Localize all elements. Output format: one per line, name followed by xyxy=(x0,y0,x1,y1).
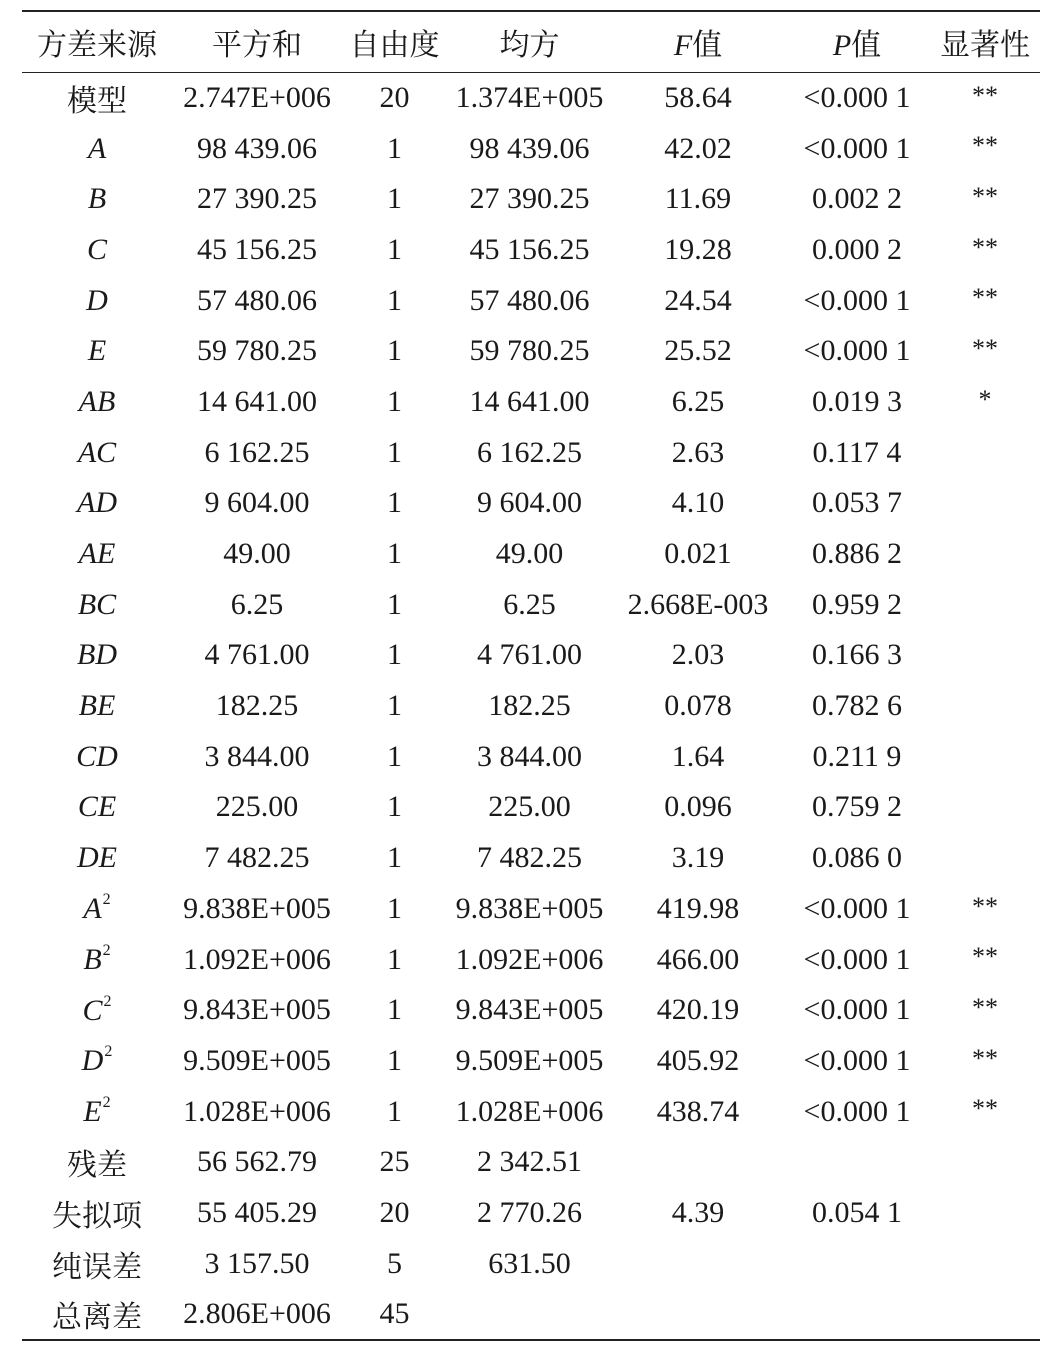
cell-sum-of-squares: 2.806E+006 xyxy=(183,1296,331,1330)
table-row xyxy=(22,579,1040,630)
cell-degrees-of-freedom: 1 xyxy=(387,790,402,824)
cell-significance: ** xyxy=(972,81,998,110)
cell-source xyxy=(22,934,172,985)
cell-sum-of-squares: 225.00 xyxy=(215,790,299,824)
cell-source xyxy=(22,782,172,833)
cell-p-value: <0.000 1 xyxy=(803,891,911,925)
cell-p-value: 0.959 2 xyxy=(812,587,902,621)
table-row xyxy=(22,529,1040,580)
cell-sum-of-squares: 7 482.25 xyxy=(204,841,310,875)
cell-sum-of-squares: 57 480.06 xyxy=(197,283,317,317)
cell-source xyxy=(22,123,172,174)
cell-degrees-of-freedom: 1 xyxy=(387,942,402,976)
table-row xyxy=(22,1238,1040,1289)
cell-significance xyxy=(930,630,1040,681)
cell-sum-of-squares: 55 405.29 xyxy=(197,1195,317,1229)
header-f-letter: F xyxy=(673,29,693,62)
source-label: 纯误差 xyxy=(52,1250,142,1284)
source-exponent: 2 xyxy=(103,992,112,1010)
cell-sum-of-squares: 6.25 xyxy=(230,587,284,621)
table-row xyxy=(22,630,1040,681)
source-label: AD xyxy=(77,486,117,520)
source-label: BD xyxy=(77,638,117,672)
cell-f-value: 4.10 xyxy=(671,486,725,520)
cell-f-value: 0.078 xyxy=(664,689,732,723)
source-label: C xyxy=(82,993,103,1027)
cell-degrees-of-freedom: 1 xyxy=(387,435,402,469)
cell-sum-of-squares: 9.509E+005 xyxy=(183,1043,331,1077)
table-row xyxy=(22,1086,1040,1137)
cell-p-value: 0.019 3 xyxy=(812,384,902,418)
source-exponent: 2 xyxy=(102,891,111,909)
cell-sum-of-squares: 45 156.25 xyxy=(197,232,317,266)
source-exponent: 2 xyxy=(104,1043,113,1061)
cell-significance xyxy=(930,1137,1040,1188)
cell-significance xyxy=(930,1188,1040,1239)
cell-source xyxy=(22,1137,172,1188)
header-sum-of-squares: 平方和 xyxy=(212,29,302,62)
cell-mean-square: 1.092E+006 xyxy=(455,942,604,976)
cell-source xyxy=(22,630,172,681)
cell-mean-square: 6.25 xyxy=(503,587,556,621)
source-label: E xyxy=(83,1095,102,1129)
cell-p-value: 0.166 3 xyxy=(812,638,902,672)
cell-sum-of-squares: 6 162.25 xyxy=(204,435,310,469)
cell-degrees-of-freedom: 1 xyxy=(387,739,402,773)
cell-degrees-of-freedom: 1 xyxy=(387,486,402,520)
cell-significance xyxy=(930,579,1040,630)
source-label: 残差 xyxy=(67,1149,127,1183)
cell-f-value xyxy=(612,1238,784,1289)
source-label: AE xyxy=(78,537,116,571)
cell-significance xyxy=(930,1238,1040,1289)
cell-significance: ** xyxy=(972,1094,998,1124)
cell-degrees-of-freedom: 1 xyxy=(387,993,402,1027)
cell-p-value xyxy=(784,1137,930,1188)
source-label: BE xyxy=(78,689,116,723)
cell-f-value: 419.98 xyxy=(656,891,740,925)
cell-sum-of-squares: 3 844.00 xyxy=(204,739,310,773)
cell-mean-square: 49.00 xyxy=(495,537,564,571)
cell-degrees-of-freedom: 1 xyxy=(387,131,402,165)
cell-mean-square: 4 761.00 xyxy=(477,638,582,672)
cell-degrees-of-freedom: 1 xyxy=(387,638,402,672)
cell-sum-of-squares: 2.747E+006 xyxy=(183,81,331,115)
cell-f-value: 42.02 xyxy=(664,131,732,165)
table-row xyxy=(22,377,1040,428)
cell-source xyxy=(22,174,172,225)
table-row xyxy=(22,326,1040,377)
table-header xyxy=(22,11,1040,73)
cell-source xyxy=(22,377,172,428)
cell-source xyxy=(22,73,172,124)
header-p-letter: P xyxy=(832,29,852,62)
cell-degrees-of-freedom: 20 xyxy=(379,81,410,115)
cell-degrees-of-freedom: 1 xyxy=(387,334,402,368)
table-row xyxy=(22,123,1040,174)
cell-degrees-of-freedom: 1 xyxy=(387,689,402,723)
cell-p-value: 0.886 2 xyxy=(812,537,902,571)
cell-mean-square: 9 604.00 xyxy=(477,486,582,520)
source-label: AC xyxy=(77,435,117,469)
cell-degrees-of-freedom: 20 xyxy=(379,1195,410,1229)
table-row xyxy=(22,934,1040,985)
cell-p-value: 0.053 7 xyxy=(812,486,902,520)
cell-significance xyxy=(930,731,1040,782)
header-significance: 显著性 xyxy=(940,29,1030,62)
cell-mean-square: 2 342.51 xyxy=(477,1145,582,1179)
cell-source xyxy=(22,985,172,1036)
header-f-suffix: 值 xyxy=(692,29,723,62)
source-label: D xyxy=(86,283,108,317)
cell-significance: ** xyxy=(972,1043,998,1073)
table-row xyxy=(22,985,1040,1036)
cell-mean-square: 14 641.00 xyxy=(469,384,590,418)
cell-sum-of-squares: 9.843E+005 xyxy=(183,993,331,1027)
cell-degrees-of-freedom: 25 xyxy=(379,1145,410,1179)
cell-f-value: 58.64 xyxy=(664,81,732,115)
cell-f-value: 6.25 xyxy=(671,384,725,418)
cell-significance: ** xyxy=(972,283,998,313)
cell-sum-of-squares: 59 780.25 xyxy=(197,334,317,368)
source-label: CD xyxy=(76,739,118,773)
cell-sum-of-squares: 9.838E+005 xyxy=(183,891,331,925)
cell-p-value: <0.000 1 xyxy=(803,283,911,317)
cell-significance xyxy=(930,478,1040,529)
table-row xyxy=(22,478,1040,529)
cell-degrees-of-freedom: 1 xyxy=(387,384,402,418)
header-source: 方差来源 xyxy=(37,29,157,62)
table-row xyxy=(22,1137,1040,1188)
table-row xyxy=(22,782,1040,833)
table-row xyxy=(22,1188,1040,1239)
cell-f-value: 25.52 xyxy=(664,334,732,368)
cell-p-value xyxy=(784,1238,930,1289)
cell-p-value: 0.759 2 xyxy=(812,790,902,824)
cell-f-value: 19.28 xyxy=(664,232,732,266)
cell-source xyxy=(22,427,172,478)
cell-source xyxy=(22,1188,172,1239)
cell-sum-of-squares: 182.25 xyxy=(215,689,299,723)
cell-significance: ** xyxy=(972,942,998,972)
cell-mean-square: 9.509E+005 xyxy=(455,1043,604,1077)
cell-mean-square: 57 480.06 xyxy=(469,283,590,317)
cell-significance xyxy=(930,427,1040,478)
source-exponent: 2 xyxy=(102,942,111,960)
source-exponent: 2 xyxy=(102,1094,111,1112)
cell-degrees-of-freedom: 1 xyxy=(387,841,402,875)
cell-f-value xyxy=(612,1137,784,1188)
cell-f-value xyxy=(612,1289,784,1340)
cell-source xyxy=(22,681,172,732)
cell-significance: ** xyxy=(972,992,998,1022)
cell-p-value: <0.000 1 xyxy=(803,993,911,1027)
anova-table xyxy=(22,10,1040,1341)
source-label: A xyxy=(87,131,107,165)
cell-p-value: 0.054 1 xyxy=(812,1195,902,1229)
cell-source xyxy=(22,1289,172,1340)
cell-degrees-of-freedom: 1 xyxy=(387,232,402,266)
cell-degrees-of-freedom: 1 xyxy=(387,182,402,216)
cell-p-value: <0.000 1 xyxy=(803,1094,911,1128)
cell-f-value: 2.668E-003 xyxy=(627,587,769,621)
cell-degrees-of-freedom: 45 xyxy=(379,1296,410,1330)
header-mean-square: 均方 xyxy=(499,29,560,62)
cell-f-value: 0.096 xyxy=(664,790,732,824)
cell-mean-square: 1.028E+006 xyxy=(455,1094,604,1128)
table-row xyxy=(22,681,1040,732)
cell-source xyxy=(22,884,172,935)
table-row xyxy=(22,427,1040,478)
cell-f-value: 3.19 xyxy=(671,841,725,875)
cell-f-value: 0.021 xyxy=(664,537,732,571)
cell-f-value: 11.69 xyxy=(664,182,732,216)
cell-sum-of-squares: 3 157.50 xyxy=(204,1246,310,1280)
cell-sum-of-squares: 1.028E+006 xyxy=(183,1094,331,1128)
table-row xyxy=(22,174,1040,225)
cell-mean-square: 59 780.25 xyxy=(469,334,590,368)
cell-f-value: 420.19 xyxy=(656,993,740,1027)
cell-degrees-of-freedom: 1 xyxy=(387,891,402,925)
source-label: BC xyxy=(77,587,117,621)
cell-mean-square: 9.838E+005 xyxy=(455,891,604,925)
cell-mean-square: 45 156.25 xyxy=(469,232,590,266)
cell-p-value: 0.086 0 xyxy=(812,841,902,875)
cell-mean-square: 9.843E+005 xyxy=(455,993,604,1027)
source-label: C xyxy=(86,232,107,266)
cell-mean-square: 98 439.06 xyxy=(469,131,590,165)
cell-sum-of-squares: 1.092E+006 xyxy=(183,942,331,976)
source-label: 总离差 xyxy=(52,1300,142,1334)
cell-significance xyxy=(930,1289,1040,1340)
cell-source xyxy=(22,529,172,580)
cell-source xyxy=(22,1086,172,1137)
cell-p-value: <0.000 1 xyxy=(803,131,911,165)
cell-sum-of-squares: 56 562.79 xyxy=(197,1145,317,1179)
cell-p-value: <0.000 1 xyxy=(803,1043,911,1077)
source-label: A xyxy=(83,892,102,926)
cell-source xyxy=(22,833,172,884)
source-label: DE xyxy=(77,841,117,875)
cell-source xyxy=(22,275,172,326)
cell-p-value: 0.211 9 xyxy=(812,739,902,773)
cell-significance xyxy=(930,782,1040,833)
source-label: 模型 xyxy=(67,85,127,119)
header-f-value xyxy=(612,11,784,73)
header-row xyxy=(22,11,1040,73)
cell-degrees-of-freedom: 1 xyxy=(387,537,402,571)
cell-sum-of-squares: 27 390.25 xyxy=(197,182,317,216)
table-row xyxy=(22,884,1040,935)
cell-significance: ** xyxy=(972,232,998,262)
cell-sum-of-squares: 14 641.00 xyxy=(197,384,317,418)
cell-source xyxy=(22,579,172,630)
cell-significance: ** xyxy=(972,891,998,921)
cell-degrees-of-freedom: 1 xyxy=(387,587,402,621)
source-label: B xyxy=(87,182,107,216)
cell-mean-square xyxy=(447,1289,612,1340)
anova-table-container xyxy=(22,10,1040,1341)
cell-sum-of-squares: 98 439.06 xyxy=(197,131,317,165)
table-row xyxy=(22,731,1040,782)
cell-mean-square: 1.374E+005 xyxy=(455,81,604,115)
cell-f-value: 4.39 xyxy=(671,1195,725,1229)
header-p-suffix: 值 xyxy=(851,29,882,62)
cell-p-value: 0.117 4 xyxy=(812,435,902,469)
table-row xyxy=(22,73,1040,124)
cell-f-value: 2.63 xyxy=(671,435,725,469)
cell-source xyxy=(22,731,172,782)
source-label: AB xyxy=(78,384,116,418)
cell-degrees-of-freedom: 1 xyxy=(387,283,402,317)
cell-mean-square: 2 770.26 xyxy=(477,1195,582,1229)
cell-mean-square: 182.25 xyxy=(488,689,571,723)
cell-f-value: 1.64 xyxy=(671,739,725,773)
cell-source xyxy=(22,1036,172,1087)
cell-f-value: 405.92 xyxy=(656,1043,740,1077)
cell-p-value: <0.000 1 xyxy=(803,942,911,976)
source-label: 失拟项 xyxy=(52,1199,142,1233)
cell-p-value: 0.002 2 xyxy=(812,182,902,216)
header-p-value xyxy=(784,11,930,73)
cell-f-value: 2.03 xyxy=(671,638,725,672)
cell-degrees-of-freedom: 1 xyxy=(387,1094,402,1128)
cell-p-value: <0.000 1 xyxy=(803,334,911,368)
cell-mean-square: 631.50 xyxy=(488,1246,571,1280)
cell-source xyxy=(22,478,172,529)
source-label: B xyxy=(83,943,102,977)
cell-significance xyxy=(930,833,1040,884)
cell-degrees-of-freedom: 1 xyxy=(387,1043,402,1077)
cell-sum-of-squares: 9 604.00 xyxy=(204,486,310,520)
table-row xyxy=(22,833,1040,884)
cell-p-value: <0.000 1 xyxy=(803,81,911,115)
cell-f-value: 24.54 xyxy=(664,283,732,317)
table-body xyxy=(22,73,1040,1340)
cell-significance: ** xyxy=(972,181,998,211)
table-row xyxy=(22,225,1040,276)
cell-mean-square: 3 844.00 xyxy=(477,739,582,773)
source-label: D xyxy=(81,1044,104,1078)
cell-source xyxy=(22,1238,172,1289)
cell-p-value xyxy=(784,1289,930,1340)
cell-source xyxy=(22,326,172,377)
cell-p-value: 0.000 2 xyxy=(812,232,902,266)
cell-source xyxy=(22,225,172,276)
header-degrees-of-freedom: 自由度 xyxy=(349,29,440,62)
cell-significance xyxy=(930,681,1040,732)
cell-degrees-of-freedom: 5 xyxy=(387,1246,402,1280)
cell-sum-of-squares: 49.00 xyxy=(223,537,291,571)
cell-f-value: 466.00 xyxy=(656,942,740,976)
cell-significance xyxy=(930,529,1040,580)
cell-sum-of-squares: 4 761.00 xyxy=(204,638,310,672)
table-row xyxy=(22,1289,1040,1340)
cell-mean-square: 27 390.25 xyxy=(469,182,590,216)
cell-significance: ** xyxy=(972,131,998,161)
cell-significance: * xyxy=(978,384,992,414)
cell-f-value: 438.74 xyxy=(656,1094,740,1128)
cell-mean-square: 225.00 xyxy=(488,790,571,824)
source-label: CE xyxy=(77,790,117,824)
cell-p-value: 0.782 6 xyxy=(812,689,902,723)
cell-mean-square: 7 482.25 xyxy=(477,841,582,875)
table-row xyxy=(22,275,1040,326)
source-label: E xyxy=(87,334,107,368)
cell-mean-square: 6 162.25 xyxy=(477,435,582,469)
cell-significance: ** xyxy=(972,333,998,363)
table-row xyxy=(22,1036,1040,1087)
